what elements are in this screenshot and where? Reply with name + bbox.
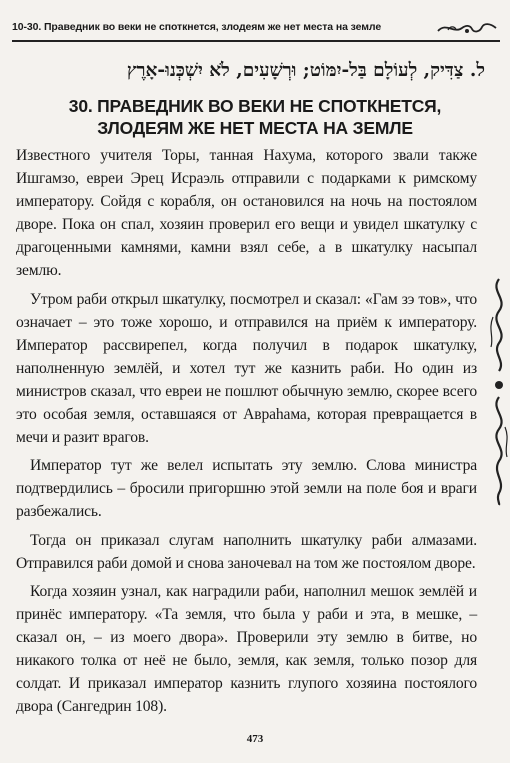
page-number: 473 bbox=[246, 733, 264, 745]
paragraph-1: Известного учителя Торы, танная Нахума, которого звали также Ишгамзо, евреи Эрец Исраэль отправили с подарками к римскому императору. Сойдя с корабля, он остановился на ночь на постоялом дворе. Пока он спал, хозяин проверил его вещи и увидел шкатулку с драгоценными камнями, камни взял себе, а в шкатулку насыпал землю. bbox=[16, 147, 477, 280]
paragraph-2: Утром раби открыл шкатулку, посмотрел и сказал: «Гам зэ тов», что означает – это тоже хорошо, и отправился на приём к императору. Император рассвирепел, когда получил в подарок шкатулку, наполненную землёй, и хотел тут же казнить раби. Но один из министров сказал, что евреи не пошлют обычную землю, скорее всего это особая земля, оставшаяся от Авраhама, которая превращается в мечи и разит врагов. bbox=[16, 290, 477, 447]
vertical-flourish-icon bbox=[488, 277, 510, 512]
running-title: 10-30. Праведник во веки не споткнется, злодеям же нет места на земле bbox=[12, 21, 382, 33]
chapter-title-line-1: 30. ПРАВЕДНИК ВО ВЕКИ НЕ СПОТКНЕТСЯ, bbox=[68, 96, 442, 116]
paragraph-3: Император тут же велел испытать эту землю. Слова министра подтвердились – бросили пригоршню этой земли на поле боя и враги разбежались. bbox=[16, 457, 477, 521]
hebrew-verse: ל. צַדִּיק, לְעוֹלָם בַּל-יִמּוֹט; וּרְשָׁעִים, לֹא יִשְׁכְּנוּ-אָרֶץ bbox=[126, 60, 485, 81]
paragraph-5: Когда хозяин узнал, как наградили раби, наполнил мешок землёй и принёс императору. «Та земля, что была у раби и эта, в мешке, – сказал он, – из моего двора». Проверили эту землю в битве, но никакого толка от неё не было, земля, как земля, только позор для солдат. И приказал император казнить глупого хозяина постоялого двора (Сангедрин 108). bbox=[16, 582, 477, 716]
flourish-icon bbox=[436, 20, 498, 41]
running-header bbox=[12, 14, 500, 42]
paragraph-4: Тогда он приказал слугам наполнить шкатулку раби алмазами. Отправился раби домой и снова заночевал на том же постоялом дворе. bbox=[16, 531, 477, 572]
chapter-title bbox=[26, 95, 484, 139]
chapter-title-line-2: ЗЛОДЕЯМ ЖЕ НЕТ МЕСТА НА ЗЕМЛЕ bbox=[97, 118, 413, 138]
body-text bbox=[16, 144, 477, 718]
